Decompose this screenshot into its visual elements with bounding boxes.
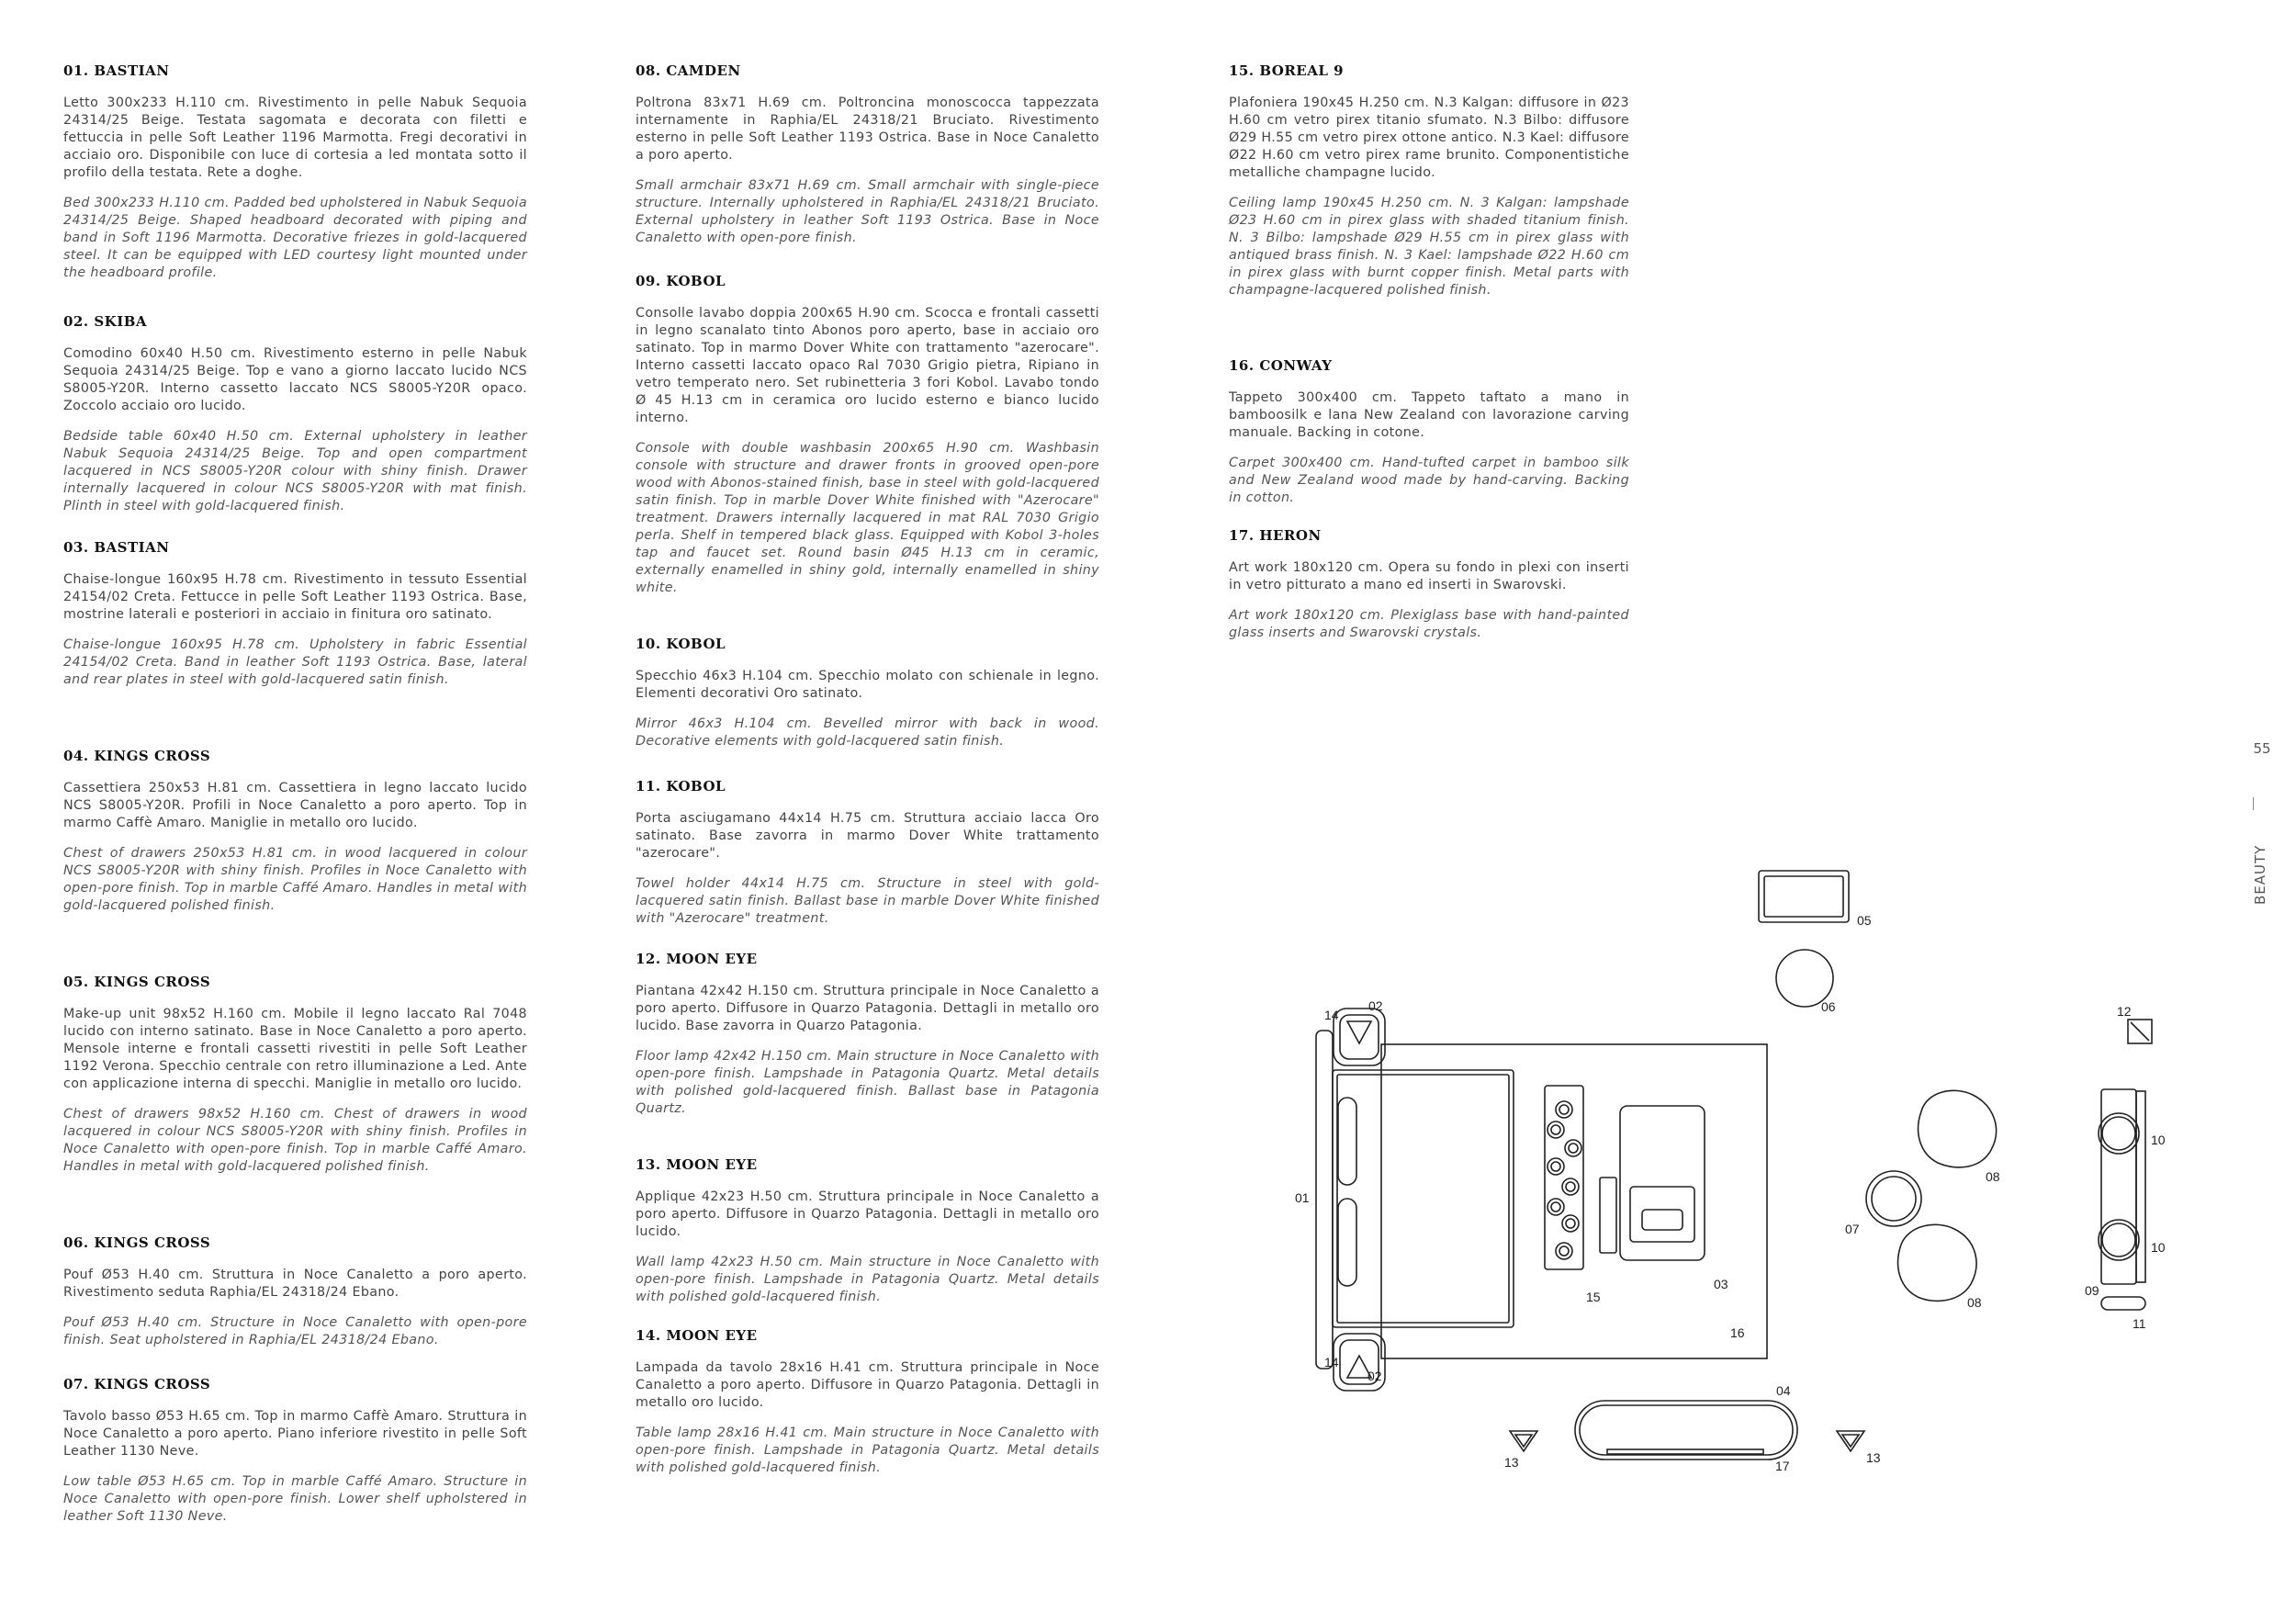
entry-title: 09. KOBOL <box>636 273 726 289</box>
entry-12-moon-eye <box>636 951 1099 1118</box>
plan-label: 08 <box>1967 1295 1982 1310</box>
plan-label: 15 <box>1586 1290 1601 1304</box>
entry-title: 15. BOREAL 9 <box>1229 62 1345 79</box>
entry-title: 02. SKIBA <box>63 313 148 330</box>
entry-italian-text: Specchio 46x3 H.104 cm. Specchio molato con schienale in legno. Elementi decorativi Oro satinato. <box>636 669 1099 701</box>
entry-08-camden <box>636 62 1099 247</box>
floor-plan <box>1267 854 2232 1497</box>
entry-english-text: Towel holder 44x14 H.75 cm. Structure in steel with gold-lacquered satin finish. Ballast base in marble Dover White finished with "Azerocare" treatment. <box>636 876 1099 926</box>
entry-english-text: Chest of drawers 250x53 H.81 cm. in wood lacquered in colour NCS S8005-Y20R with shiny finish. Profiles in Noce Canaletto with open-pore finish. Top in marble Caffé Amaro. Handles in metal with gold-lacquered polished finish. <box>63 846 527 913</box>
entry-english-text: Floor lamp 42x42 H.150 cm. Main structure in Noce Canaletto with open-pore finish. Lampshade in Patagonia Quartz. Metal details with polished gold-lacquered finish. Ballast base in Patagonia Quartz. <box>636 1049 1099 1116</box>
plan-label: 13 <box>1866 1450 1881 1465</box>
entry-15-boreal-9 <box>1229 62 1629 299</box>
plan-label: 11 <box>2133 1316 2146 1331</box>
plan-item-06-pouf <box>1776 950 1833 1007</box>
section-label: BEAUTY <box>2252 844 2268 905</box>
entry-italian-text: Piantana 42x42 H.150 cm. Struttura principale in Noce Canaletto a poro aperto. Diffusore in Quarzo Patagonia. Dettagli in metallo oro lucido. Base zavorra in Quarzo Patagonia. <box>636 984 1099 1033</box>
entry-english-text: Wall lamp 42x23 H.50 cm. Main structure in Noce Canaletto with open-pore finish. Lampshade in Patagonia Quartz. Metal details with polished gold-lacquered finish. <box>636 1255 1099 1304</box>
entry-04-kings-cross <box>63 748 527 915</box>
entry-italian-text: Tavolo basso Ø53 H.65 cm. Top in marmo Caffè Amaro. Struttura in Noce Canaletto a poro aperto. Piano inferiore rivestito in pelle Soft Leather 1130 Neve. <box>63 1409 527 1459</box>
entry-english-text: Art work 180x120 cm. Plexiglass base with hand-painted glass inserts and Swarovski crystals. <box>1229 608 1629 640</box>
entry-title: 05. KINGS CROSS <box>63 974 211 990</box>
entry-title: 12. MOON EYE <box>636 951 758 967</box>
entry-title: 06. KINGS CROSS <box>63 1234 211 1251</box>
plan-label: 08 <box>1986 1169 2000 1184</box>
plan-item-09-washbasin-console <box>2099 1089 2145 1284</box>
entry-14-moon-eye <box>636 1327 1099 1477</box>
entry-italian-text: Tappeto 300x400 cm. Tappeto taftato a mano in bamboosilk e lana New Zealand con lavorazione carving manuale. Backing in cotone. <box>1229 390 1629 440</box>
plan-item-13-wall-lamp-left <box>1510 1431 1537 1451</box>
entry-title: 04. KINGS CROSS <box>63 748 211 764</box>
entry-english-text: Bed 300x233 H.110 cm. Padded bed upholstered in Nabuk Sequoia 24314/25 Beige. Shaped headboard decorated with piping and band in Soft 1196 Marmotta. Decorative friezes in gold-lacquered steel. It can be equipped with LED courtesy light mounted under the headboard profile. <box>63 196 527 280</box>
entry-06-kings-cross <box>63 1234 527 1349</box>
entry-english-text: Mirror 46x3 H.104 cm. Bevelled mirror with back in wood. Decorative elements with gold-lacquered satin finish. <box>636 716 1099 749</box>
entry-title: 14. MOON EYE <box>636 1327 758 1344</box>
plan-label: 10 <box>2151 1240 2166 1255</box>
entry-english-text: Small armchair 83x71 H.69 cm. Small armchair with single-piece structure. Internally upholstered in Raphia/EL 24318/21 Bruciato. External upholstery in leather Soft 1193 Ostrica. Base in Noce Canaletto with open-pore finish. <box>636 178 1099 245</box>
plan-item-17-art-work <box>1607 1449 1763 1454</box>
plan-item-12-floor-lamp <box>2128 1020 2152 1043</box>
entry-italian-text: Art work 180x120 cm. Opera su fondo in plexi con inserti in vetro pitturato a mano ed inserti in Swarovski. <box>1229 560 1629 592</box>
plan-item-03-chaise-longue <box>1600 1106 1705 1260</box>
entry-title: 08. CAMDEN <box>636 62 741 79</box>
entry-italian-text: Porta asciugamano 44x14 H.75 cm. Struttura acciaio lacca Oro satinato. Base zavorra in marmo Dover White trattamento "azerocare". <box>636 811 1099 861</box>
side-separator <box>2253 797 2254 810</box>
plan-label: 04 <box>1776 1383 1791 1398</box>
plan-item-13-wall-lamp-right <box>1837 1431 1864 1451</box>
entry-17-heron <box>1229 527 1629 642</box>
entry-english-text: Ceiling lamp 190x45 H.250 cm. N. 3 Kalgan: lampshade Ø23 H.60 cm in pirex glass with shaded titanium finish. N. 3 Bilbo: lampshade Ø29 H.55 cm in pirex glass with antiqued brass finish. N. 3 Kael: lampshade Ø22 H.60 cm in pirex glass with burnt copper finish. Metal parts with champagne-lacquered polished finish. <box>1229 196 1629 298</box>
entry-english-text: Chaise-longue 160x95 H.78 cm. Upholstery in fabric Essential 24154/02 Creta. Band in leather Soft 1193 Ostrica. Base, lateral and rear plates in steel with gold-lacquered satin finish. <box>63 637 527 687</box>
entry-title: 13. MOON EYE <box>636 1156 758 1173</box>
plan-label: 12 <box>2117 1004 2132 1019</box>
plan-item-11-towel-holder <box>2101 1297 2145 1310</box>
entry-english-text: Bedside table 60x40 H.50 cm. External upholstery in leather Nabuk Sequoia 24314/25 Beige. Top and open compartment lacquered in NCS S8005-Y20R colour with shiny finish. Drawer internally lacquered in colour NCS S8005-Y20R with mat finish. Plinth in steel with gold-lacquered finish. <box>63 429 527 513</box>
plan-item-08-armchair-bottom <box>1898 1224 1976 1301</box>
entry-title: 17. HERON <box>1229 527 1322 544</box>
entry-10-kobol <box>636 636 1099 750</box>
entry-italian-text: Consolle lavabo doppia 200x65 H.90 cm. Scocca e frontali cassetti in legno scanalato tinto Abonos poro aperto, base in acciaio oro satinato. Top in marmo Dover White con trattamento "azerocare". Interno cassetti laccato opaco Ral 7030 Grigio pietra, Ripiano in vetro temperato nero. Set rubinetteria 3 fori Kobol. Lavabo tondo Ø 45 H.13 cm in ceramica oro lucido esterno e bianco lucido interno. <box>636 306 1099 425</box>
entry-italian-text: Comodino 60x40 H.50 cm. Rivestimento esterno in pelle Nabuk Sequoia 24314/25 Beige. Top e vano a giorno laccato lucido NCS S8005-Y20R. Interno cassetto laccato NCS S8005-Y20R opaco. Zoccolo acciaio oro lucido. <box>63 346 527 413</box>
entry-italian-text: Applique 42x23 H.50 cm. Struttura principale in Noce Canaletto a poro aperto. Diffusore in Quarzo Patagonia. Dettagli in metallo oro lucido. <box>636 1189 1099 1239</box>
entry-italian-text: Chaise-longue 160x95 H.78 cm. Rivestimento in tessuto Essential 24154/02 Creta. Fettucce in pelle Soft Leather 1193 Ostrica. Base, mostrine laterali e posteriori in acciaio in finitura oro satinato. <box>63 572 527 622</box>
entry-english-text: Console with double washbasin 200x65 H.90 cm. Washbasin console with structure and drawer fronts in grooved open-pore wood with Abonos-stained finish, base in steel with gold-lacquered satin finish. Top in marble Dover White finished with "Azerocare" treatment. Drawers internally lacquered in mat RAL 7030 Grigio perla. Shelf in tempered black glass. Equipped with Kobol 3-holes tap and faucet set. Round basin Ø45 H.13 cm in ceramic, externally enamelled in shiny gold, internally enamelled in shiny white. <box>636 441 1099 595</box>
plan-item-05-make-up-unit <box>1759 871 1849 922</box>
entry-italian-text: Cassettiera 250x53 H.81 cm. Cassettiera in legno laccato lucido NCS S8005-Y20R. Profili in Noce Canaletto a poro aperto. Top in marmo Caffè Amaro. Maniglie in metallo oro lucido. <box>63 781 527 830</box>
entry-title: 16. CONWAY <box>1229 357 1333 374</box>
entry-italian-text: Pouf Ø53 H.40 cm. Struttura in Noce Canaletto a poro aperto. Rivestimento seduta Raphia/EL 24318/24 Ebano. <box>63 1268 527 1300</box>
entry-english-text: Table lamp 28x16 H.41 cm. Main structure in Noce Canaletto with open-pore finish. Lampshade in Patagonia Quartz. Metal details with polished gold-lacquered finish. <box>636 1426 1099 1475</box>
entry-16-conway <box>1229 357 1629 507</box>
page-number: 55 <box>2253 740 2271 757</box>
plan-label: 02 <box>1368 998 1383 1013</box>
plan-item-08-armchair-top <box>1919 1090 1997 1167</box>
entry-italian-text: Poltrona 83x71 H.69 cm. Poltroncina monoscocca tappezzata internamente in Raphia/EL 24318/21 Bruciato. Rivestimento esterno in pelle Soft Leather 1193 Ostrica. Base in Noce Canaletto a poro aperto. <box>636 96 1099 163</box>
entry-03-bastian <box>63 539 527 689</box>
plan-label: 16 <box>1730 1325 1745 1340</box>
entry-01-bastian <box>63 62 527 282</box>
plan-label: 01 <box>1295 1190 1310 1205</box>
plan-label: 02 <box>1367 1369 1382 1383</box>
entry-11-kobol <box>636 778 1099 928</box>
entry-english-text: Chest of drawers 98x52 H.160 cm. Chest of drawers in wood lacquered in colour NCS S8005-Y20R with shiny finish. Profiles in Noce Canaletto with open-pore finish. Top in marble Caffé Amaro. Handles in metal with gold-lacquered polished finish. <box>63 1107 527 1174</box>
entry-13-moon-eye <box>636 1156 1099 1306</box>
plan-label: 14 <box>1324 1008 1339 1022</box>
plan-item-01-bed <box>1316 1031 1514 1369</box>
plan-label: 09 <box>2085 1283 2099 1298</box>
entry-italian-text: Make-up unit 98x52 H.160 cm. Mobile il legno laccato Ral 7048 lucido con interno satinato. Base in Noce Canaletto a poro aperto. Mensole interne e frontali cassetti rivestiti in pelle Soft Leather 1192 Verona. Specchio centrale con retro illuminazione a Led. Ante con applicazione interna di specchi. Maniglie in metallo oro lucido. <box>63 1007 527 1091</box>
plan-label: 10 <box>2151 1133 2166 1147</box>
plan-label: 13 <box>1504 1455 1519 1470</box>
entry-english-text: Carpet 300x400 cm. Hand-tufted carpet in bamboo silk and New Zealand wood made by hand-carving. Backing in cotton. <box>1229 456 1629 505</box>
entry-title: 03. BASTIAN <box>63 539 170 556</box>
entry-english-text: Low table Ø53 H.65 cm. Top in marble Caffé Amaro. Structure in Noce Canaletto with open-pore finish. Lower shelf upholstered in leather Soft 1130 Neve. <box>63 1474 527 1524</box>
entry-07-kings-cross <box>63 1376 527 1526</box>
plan-item-15-ceiling-lamp <box>1545 1086 1583 1269</box>
plan-label: 07 <box>1845 1222 1860 1236</box>
entry-italian-text: Plafoniera 190x45 H.250 cm. N.3 Kalgan: diffusore in Ø23 H.60 cm vetro pirex titanio sfumato. N.3 Bilbo: diffusore Ø29 H.55 cm vetro pirex ottone antico. N.3 Kael: diffusore Ø22 H.60 cm vetro pirex rame brunito. Componentistiche metalliche champagne lucido. <box>1229 96 1629 180</box>
entry-title: 11. KOBOL <box>636 778 726 795</box>
entry-05-kings-cross <box>63 974 527 1176</box>
entry-english-text: Pouf Ø53 H.40 cm. Structure in Noce Canaletto with open-pore finish. Seat upholstered in Raphia/EL 24318/24 Ebano. <box>63 1315 527 1347</box>
entry-title: 07. KINGS CROSS <box>63 1376 211 1392</box>
plan-item-07-low-table <box>1866 1171 1921 1226</box>
entry-title: 10. KOBOL <box>636 636 726 652</box>
plan-label: 06 <box>1821 999 1836 1014</box>
entry-09-kobol <box>636 273 1099 597</box>
entry-title: 01. BASTIAN <box>63 62 170 79</box>
entry-italian-text: Letto 300x233 H.110 cm. Rivestimento in pelle Nabuk Sequoia 24314/25 Beige. Testata sagomata e decorata con filetti e fettuccia in pelle Soft Leather 1196 Marmotta. Fregi decorativi in acciaio oro. Disponibile con luce di cortesia a led montata sotto il profilo della testata. Rete a doghe. <box>63 96 527 180</box>
plan-label: 03 <box>1714 1277 1728 1291</box>
plan-label: 14 <box>1324 1355 1339 1369</box>
entry-02-skiba <box>63 313 527 515</box>
plan-label: 05 <box>1857 913 1872 928</box>
plan-label: 17 <box>1775 1459 1790 1473</box>
plan-item-16-carpet <box>1381 1044 1767 1358</box>
plan-item-02-bedside-top <box>1334 1009 1385 1065</box>
entry-italian-text: Lampada da tavolo 28x16 H.41 cm. Struttura principale in Noce Canaletto a poro aperto. Diffusore in Quarzo Patagonia. Dettagli in metallo oro lucido. <box>636 1360 1099 1410</box>
